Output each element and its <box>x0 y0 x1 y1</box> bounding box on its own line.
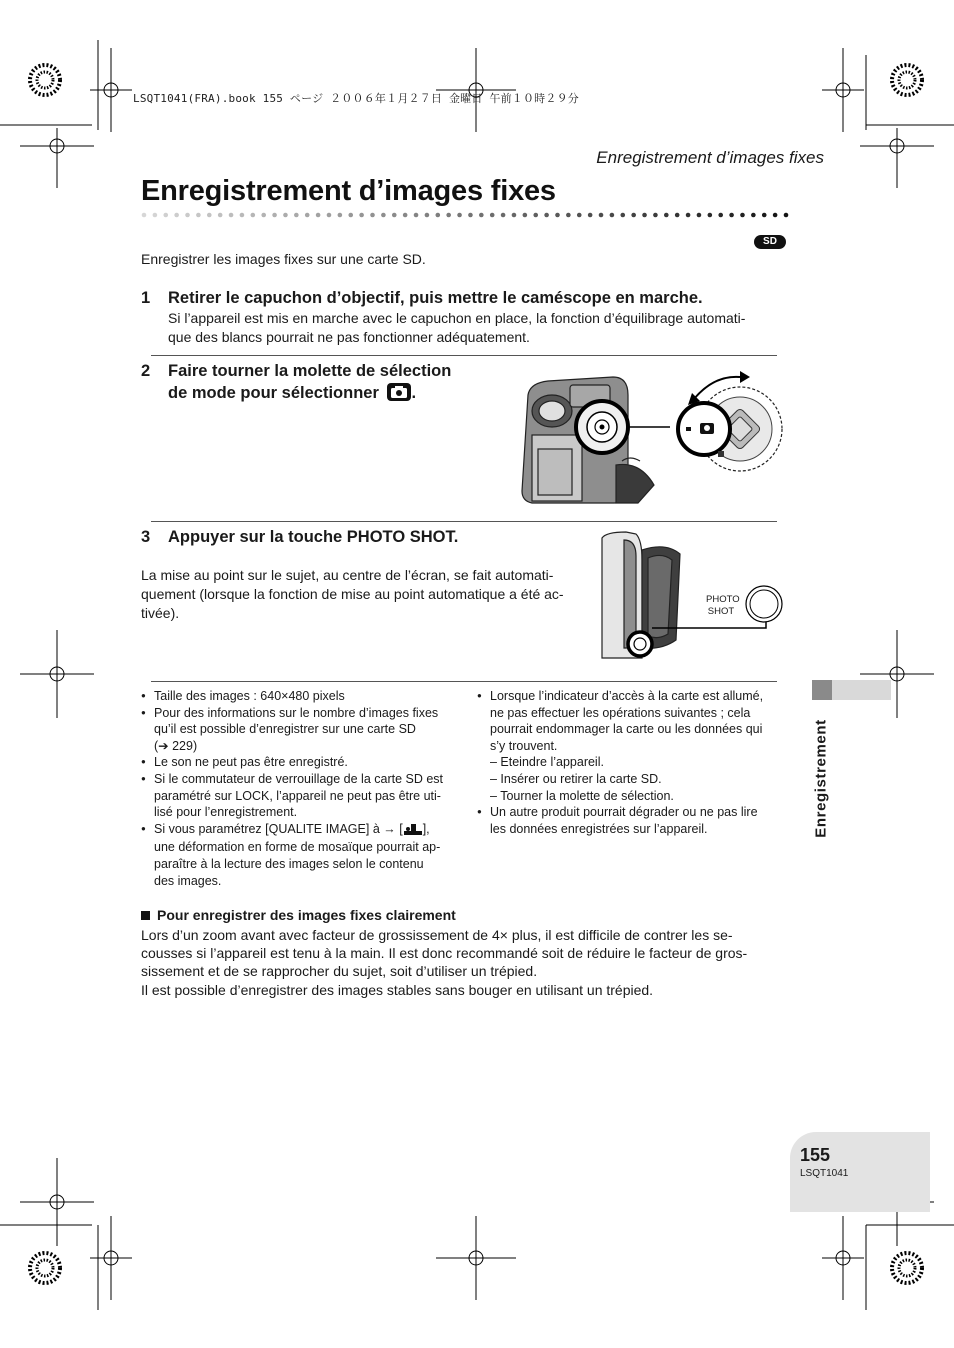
page-title: Enregistrement d’images fixes <box>141 175 556 207</box>
chapter-side-label: Enregistrement <box>812 719 830 838</box>
step-1-body-line-1: Si l’appareil est mis en marche avec le capuchon en place, la fonction d’équilibrage automati- <box>168 310 746 326</box>
subsection-line-1: Lors d’un zoom avant avec facteur de grossissement de 4× plus, il est difficile de contrer les se- <box>141 927 733 943</box>
mode-dial-zoom <box>678 371 782 471</box>
step-2-heading-line-2 <box>168 382 416 407</box>
subsection-line-4: Il est possible d’enregistrer des images stables sans bouger en utilisant un trépied. <box>141 982 654 998</box>
step-2-heading-line-1: Faire tourner la molette de sélection <box>168 362 452 380</box>
page-code: LSQT1041 <box>800 1168 849 1179</box>
dial-highlight-left <box>576 401 628 453</box>
note-image-count-line-1: ● Pour des informations sur le nombre d’images fixes <box>141 705 461 722</box>
step-2-heading-end: . <box>411 384 417 402</box>
camcorder-mode-dial-illustration <box>518 365 786 507</box>
photo-shot-button-highlight <box>628 632 652 656</box>
note-access-line-2: ne pas effectuer les opérations suivantes ; cela <box>490 705 751 720</box>
square-bullet-icon <box>141 911 150 920</box>
chapter-tab-marker <box>812 680 832 700</box>
subsection-heading <box>141 907 456 923</box>
step-3-heading: Appuyer sur la touche PHOTO SHOT. <box>168 528 459 546</box>
note-quality-line-1 <box>141 821 461 840</box>
note-quality-text-end: ], <box>422 821 430 836</box>
photo-shot-label-line-1: PHOTO <box>706 594 740 605</box>
step-3-body-line-2: quement (lorsque la fonction de mise au point automatique a été ac- <box>141 586 564 602</box>
note-image-count-line-2: qu’il est possible d’enregistrer sur une carte SD <box>154 722 416 737</box>
step-2-number: 2 <box>141 362 151 380</box>
photo-shot-label-line-2: SHOT <box>707 606 735 617</box>
subsection-line-2: cousses si l’appareil est tenu à la main. Il est donc recommandé soit de réduire le facteur de gros- <box>141 945 748 961</box>
sd-badge: SD <box>754 235 786 249</box>
note-quality-line-3: paraître à la lecture des images selon le contenu <box>154 856 424 871</box>
notes-right <box>477 688 777 837</box>
subsection-line-3: sissement et de se rapprocher du sujet, soit d’utiliser un trépied. <box>141 963 538 979</box>
note-sd-lock-line-2: paramétré sur LOCK, l’appareil ne peut pas être uti- <box>154 788 441 803</box>
title-dotted-rule <box>141 210 789 220</box>
note-quality-line-4: des images. <box>154 873 222 888</box>
step-2-heading-text: de mode pour sélectionner <box>168 384 379 402</box>
notes-left <box>141 688 461 889</box>
note-sd-lock-line-1: ● Si le commutateur de verrouillage de la carte SD est <box>141 771 461 788</box>
step-3-body-line-3: tivée). <box>141 605 180 621</box>
step-1-heading: Retirer le capuchon d’objectif, puis mettre le caméscope en marche. <box>168 289 703 307</box>
note-other-product-line-2: les données enregistrées sur l’appareil. <box>490 821 708 836</box>
intro-text: Enregistrer les images fixes sur une carte SD. <box>141 251 426 267</box>
note-access-dash-3: – Tourner la molette de sélection. <box>490 788 674 803</box>
quality-mode-icon <box>404 823 422 840</box>
note-access-line-3: pourrait endommager la carte ou les données qui <box>490 722 763 737</box>
divider <box>151 355 777 356</box>
camera-mode-icon <box>387 383 411 407</box>
step-1-body-line-2: que des blancs pourrait ne pas fonctionner adéquatement. <box>168 329 530 345</box>
note-image-count-ref: (➔ 229) <box>154 738 198 753</box>
step-3-body-line-1: La mise au point sur le sujet, au centre de l’écran, se fait automati- <box>141 567 554 583</box>
note-quality-text: Si vous paramétrez [QUALITE IMAGE] à → [ <box>154 821 403 836</box>
step-3-number: 3 <box>141 528 151 546</box>
note-access-dash-2: – Insérer ou retirer la carte SD. <box>490 771 662 786</box>
note-access-dash-1: – Eteindre l’appareil. <box>490 755 604 770</box>
step-1-number: 1 <box>141 289 151 307</box>
divider <box>151 521 777 522</box>
photo-shot-label <box>706 594 740 618</box>
note-access-line-1: ● Lorsque l’indicateur d’accès à la carte est allumé, <box>477 688 777 705</box>
running-head: Enregistrement d’images fixes <box>596 148 824 167</box>
page-number: 155 <box>800 1145 831 1165</box>
note-access-line-4: s’y trouvent. <box>490 738 558 753</box>
note-other-product-line-1: ● Un autre produit pourrait dégrader ou ne pas lire <box>477 804 777 821</box>
note-no-sound: ● Le son ne peut pas être enregistré. <box>141 754 461 771</box>
divider <box>151 681 777 682</box>
print-header: LSQT1041(FRA).book 155 ページ ２００６年１月２７日 金曜日 午前１０時２９分 <box>133 92 579 105</box>
note-sd-lock-line-3: lisé pour l’enregistrement. <box>154 805 298 820</box>
photo-shot-illustration <box>596 530 788 664</box>
subsection-heading-text: Pour enregistrer des images fixes clairement <box>157 907 456 923</box>
note-image-size: ● Taille des images : 640×480 pixels <box>141 688 461 705</box>
note-quality-line-2: une déformation en forme de mosaïque pourrait ap- <box>154 840 441 855</box>
